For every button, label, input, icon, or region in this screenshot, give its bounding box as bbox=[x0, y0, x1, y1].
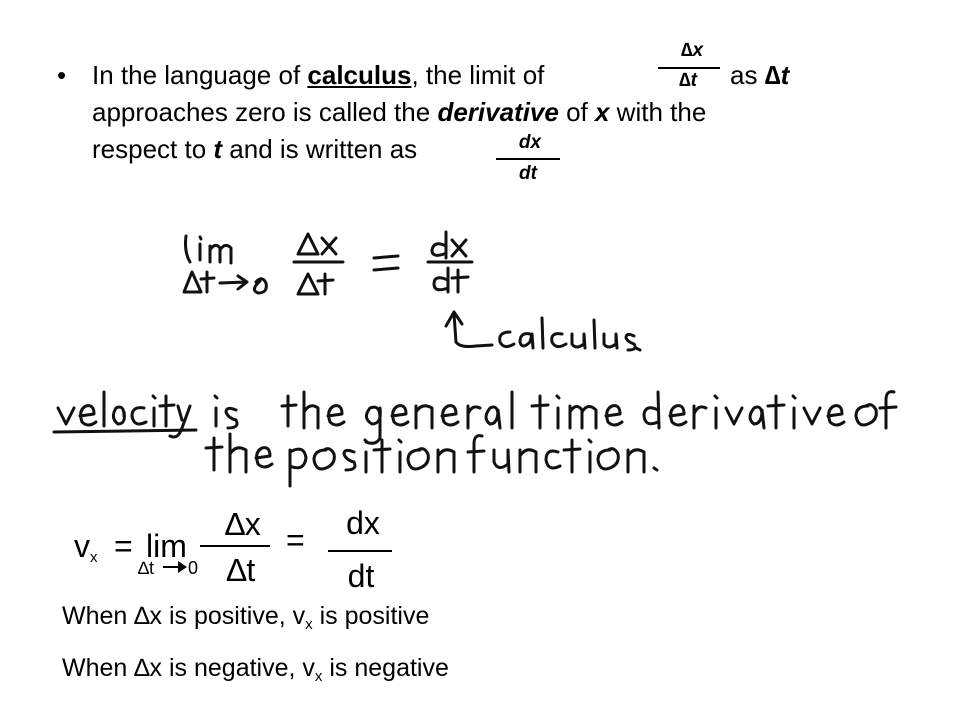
handwritten-fraction-left bbox=[294, 234, 343, 294]
text-segment: , the limit of bbox=[411, 60, 545, 90]
formula-lhs bbox=[74, 528, 98, 566]
text-segment: of bbox=[558, 97, 595, 127]
formula-numerator: ∆x bbox=[225, 506, 261, 542]
text-segment: and is written as bbox=[222, 134, 418, 164]
handwritten-fraction-right bbox=[428, 232, 472, 292]
note-subscript: x bbox=[305, 616, 313, 633]
term-t: t bbox=[213, 134, 223, 164]
note-text: is negative bbox=[322, 654, 449, 682]
handwritten-lim bbox=[186, 236, 232, 263]
fraction-2-denominator: dt bbox=[519, 163, 537, 184]
formula-lim: lim bbox=[146, 528, 187, 564]
formula-denominator: ∆t bbox=[226, 552, 256, 588]
formula-v-subscript: x bbox=[90, 549, 98, 566]
term-x: x bbox=[594, 97, 610, 127]
handwritten-calculus-arrow bbox=[446, 312, 492, 347]
term-derivative: derivative bbox=[437, 97, 559, 127]
formula-equals-1: = bbox=[114, 528, 133, 564]
fraction-1-denominator: ∆t bbox=[679, 70, 697, 91]
note-text: is positive bbox=[312, 602, 430, 630]
note-negative bbox=[62, 654, 449, 685]
text-segment: as bbox=[730, 60, 765, 90]
fraction-1-numerator: ∆x bbox=[680, 40, 704, 61]
handwritten-calculus-word bbox=[500, 318, 640, 350]
formula-limit-t: ∆t bbox=[138, 558, 155, 578]
formula-v: v bbox=[74, 528, 90, 564]
text-segment: approaches zero is called the bbox=[92, 97, 438, 127]
text-segment: with the bbox=[609, 97, 707, 127]
text-segment: respect to bbox=[92, 134, 214, 164]
fraction-2-numerator: dx bbox=[518, 132, 542, 153]
bullet-marker: • bbox=[57, 60, 67, 90]
note-subscript: x bbox=[314, 668, 323, 685]
handwritten-sentence-line-2 bbox=[206, 434, 657, 486]
formula-fraction-bar bbox=[200, 545, 270, 547]
note-positive bbox=[62, 602, 429, 633]
formula-limit-zero: 0 bbox=[188, 558, 199, 578]
formula-limit-arrowhead bbox=[178, 561, 187, 573]
formula-rhs-numerator: dx bbox=[346, 505, 380, 541]
formula-rhs-denominator: dt bbox=[347, 558, 375, 594]
text-segment: In the language of bbox=[92, 60, 308, 90]
formula-rhs-fraction-bar bbox=[328, 550, 392, 552]
note-text: When ∆x is positive, v bbox=[62, 602, 306, 630]
term-calculus: calculus bbox=[307, 60, 412, 90]
handwritten-sentence-line-1 bbox=[215, 392, 896, 444]
handwritten-equals bbox=[374, 256, 398, 270]
formula-equals-2: = bbox=[286, 522, 305, 558]
note-text: When ∆x is negative, v bbox=[62, 654, 315, 682]
handwritten-word-velocity bbox=[54, 392, 196, 437]
term-delta-t: ∆t bbox=[764, 60, 790, 90]
handwritten-limit-subscript bbox=[184, 272, 266, 293]
